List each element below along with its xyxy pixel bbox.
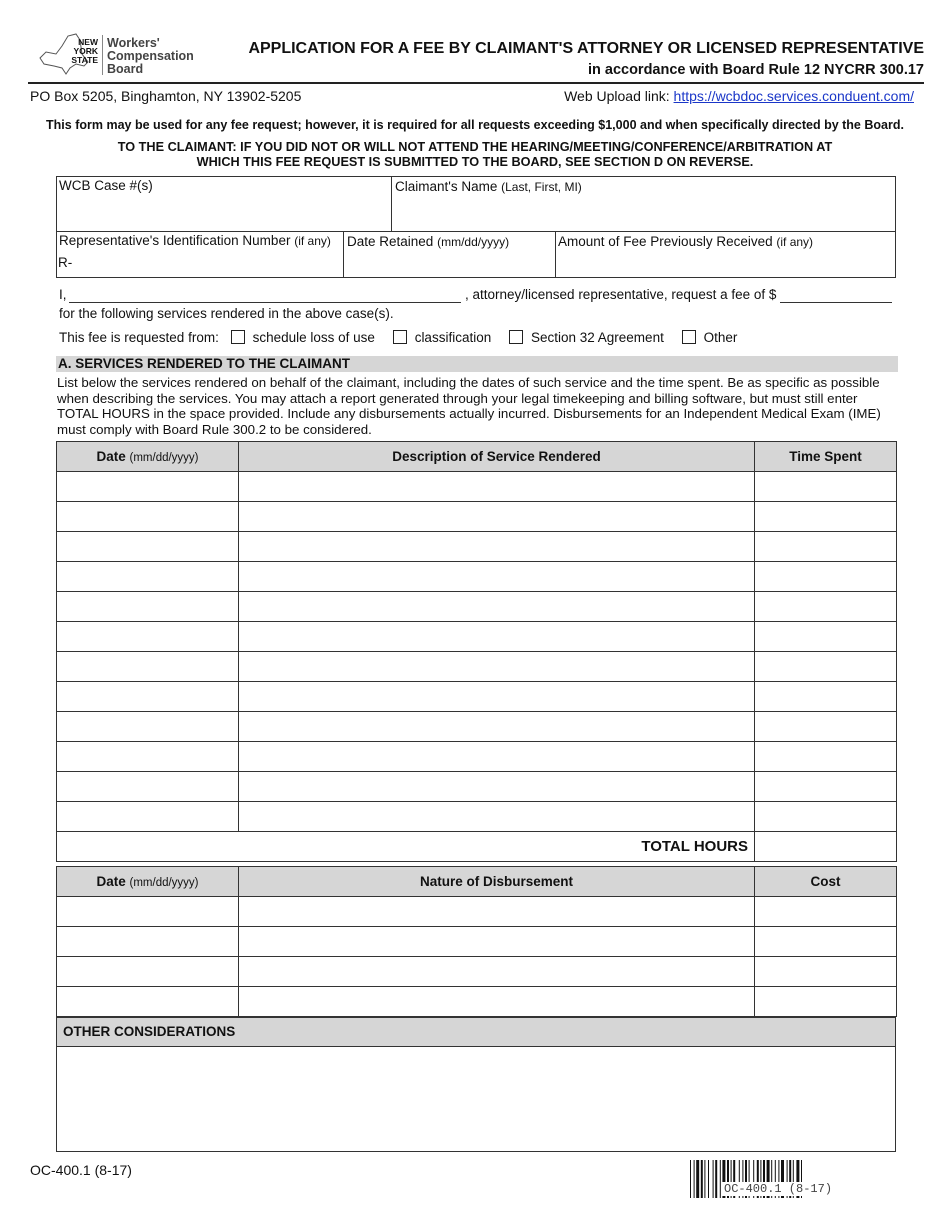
table-row — [57, 957, 897, 987]
form-subtitle: in accordance with Board Rule 12 NYCRR 300.17 — [587, 62, 924, 78]
notice-claimant: TO THE CLAIMANT: IF YOU DID NOT OR WILL NOT ATTEND THE HEARING/MEETING/CONFERENCE/ARBITRATION AT WHICH THIS FEE REQUEST IS SUBMITTED TO THE BOARD, SEE SECTION D ON REVERSE. — [117, 140, 833, 169]
table-row — [57, 502, 897, 532]
time-cell[interactable] — [755, 742, 897, 772]
barcode-bar — [715, 1160, 717, 1198]
time-cell[interactable] — [755, 622, 897, 652]
date-retained-field[interactable]: Date Retained (mm/dd/yyyy) — [347, 234, 510, 249]
table-row — [57, 682, 897, 712]
col-nature: Nature of Disbursement — [239, 867, 755, 897]
nature-cell[interactable] — [239, 927, 755, 957]
time-cell[interactable] — [755, 802, 897, 832]
barcode-bar — [696, 1160, 699, 1198]
description-cell[interactable] — [239, 622, 755, 652]
cost-cell[interactable] — [755, 957, 897, 987]
col-disb-date: Date (mm/dd/yyyy) — [57, 867, 239, 897]
table-row — [57, 772, 897, 802]
time-cell[interactable] — [755, 712, 897, 742]
description-cell[interactable] — [239, 802, 755, 832]
date-cell[interactable] — [57, 987, 239, 1017]
nature-cell[interactable] — [239, 957, 755, 987]
nature-cell[interactable] — [239, 987, 755, 1017]
table-row — [57, 472, 897, 502]
date-cell[interactable] — [57, 682, 239, 712]
upload-link[interactable]: https://wcbdoc.services.conduent.com/ — [673, 88, 914, 104]
date-cell[interactable] — [57, 772, 239, 802]
table-row — [57, 592, 897, 622]
date-cell[interactable] — [57, 712, 239, 742]
other-considerations-heading: OTHER CONSIDERATIONS — [56, 1017, 896, 1047]
description-cell[interactable] — [239, 772, 755, 802]
checkbox-schedule-loss[interactable] — [231, 330, 245, 344]
table-row — [57, 802, 897, 832]
other-considerations-input[interactable] — [56, 1045, 896, 1152]
time-cell[interactable] — [755, 472, 897, 502]
time-cell[interactable] — [755, 682, 897, 712]
total-hours-input[interactable] — [755, 832, 897, 862]
time-cell[interactable] — [755, 532, 897, 562]
rep-id-prefix: R- — [58, 255, 73, 270]
section-a-instructions: List below the services rendered on behalf of the claimant, including the dates of such service and the time spent. Be as specific as possible when describing the services. You may attach a report generated through your legal timekeeping and billing software, but must still enter TOTAL HOURS in the space provided. Include any disbursements actually incurred. Disbursements for an Independent Medical Exam (IME) must comply with Board Rule 300.2 to be considered. — [57, 375, 881, 437]
total-hours-row — [57, 832, 897, 862]
barcode-bar — [720, 1160, 721, 1198]
time-cell[interactable] — [755, 502, 897, 532]
date-cell[interactable] — [57, 652, 239, 682]
nature-cell[interactable] — [239, 897, 755, 927]
fee-amount-input[interactable] — [780, 302, 892, 303]
form-id: OC-400.1 (8-17) — [30, 1162, 132, 1178]
col-cost: Cost — [755, 867, 897, 897]
table-row — [57, 652, 897, 682]
form-title: APPLICATION FOR A FEE BY CLAIMANT'S ATTORNEY OR LICENSED REPRESENTATIVE — [248, 40, 924, 57]
date-cell[interactable] — [57, 802, 239, 832]
fee-source-label: This fee is requested from: — [59, 330, 219, 345]
barcode-bar — [708, 1160, 709, 1198]
upload-label: Web Upload link: — [564, 88, 670, 104]
checkbox-section-32[interactable] — [509, 330, 523, 344]
barcode-bar — [713, 1160, 714, 1198]
mailing-address: PO Box 5205, Binghamton, NY 13902-5205 — [30, 88, 302, 104]
time-cell[interactable] — [755, 562, 897, 592]
claimant-name-field[interactable]: Claimant's Name (Last, First, MI) — [395, 179, 582, 194]
fee-previously-received-field[interactable]: Amount of Fee Previously Received (if any) — [558, 234, 814, 249]
table-row — [57, 562, 897, 592]
rep-id-field[interactable]: Representative's Identification Number (if any) — [59, 233, 331, 248]
barcode-bar — [694, 1160, 695, 1198]
table-row — [57, 927, 897, 957]
attorney-name-input[interactable] — [69, 302, 461, 303]
date-cell[interactable] — [57, 622, 239, 652]
description-cell[interactable] — [239, 652, 755, 682]
date-cell[interactable] — [57, 592, 239, 622]
date-cell[interactable] — [57, 562, 239, 592]
barcode-text: OC-400.1 (8-17) — [724, 1182, 833, 1196]
col-time-spent: Time Spent — [755, 442, 897, 472]
upload-link-row — [564, 88, 914, 104]
date-cell[interactable] — [57, 502, 239, 532]
table-row — [57, 712, 897, 742]
date-cell[interactable] — [57, 742, 239, 772]
description-cell[interactable] — [239, 712, 755, 742]
total-hours-label: TOTAL HOURS — [57, 832, 755, 862]
description-cell[interactable] — [239, 472, 755, 502]
table-row — [57, 622, 897, 652]
cost-cell[interactable] — [755, 897, 897, 927]
date-cell[interactable] — [57, 957, 239, 987]
time-cell[interactable] — [755, 652, 897, 682]
description-cell[interactable] — [239, 682, 755, 712]
col-date: Date (mm/dd/yyyy) — [57, 442, 239, 472]
description-cell[interactable] — [239, 532, 755, 562]
description-cell[interactable] — [239, 502, 755, 532]
time-cell[interactable] — [755, 772, 897, 802]
checkbox-classification[interactable] — [393, 330, 407, 344]
table-row — [57, 532, 897, 562]
services-table — [56, 441, 897, 862]
description-cell[interactable] — [239, 742, 755, 772]
checkbox-other[interactable] — [682, 330, 696, 344]
description-cell[interactable] — [239, 562, 755, 592]
logo-state-text: NEW YORK STATE — [71, 37, 98, 65]
services-text: for the following services rendered in the above case(s). — [59, 306, 394, 321]
date-cell[interactable] — [57, 532, 239, 562]
notice-fee-request: This form may be used for any fee request; however, it is required for all requests exceeding $1,000 and when specifically directed by the Board. — [46, 118, 904, 132]
wcb-case-field[interactable]: WCB Case #(s) — [59, 178, 153, 193]
section-a-heading: A. SERVICES RENDERED TO THE CLAIMANT — [56, 356, 898, 372]
date-cell[interactable] — [57, 472, 239, 502]
disbursements-table — [56, 866, 897, 1017]
table-row — [57, 897, 897, 927]
barcode-bar — [704, 1160, 705, 1198]
col-description: Description of Service Rendered — [239, 442, 755, 472]
date-cell[interactable] — [57, 897, 239, 927]
time-cell[interactable] — [755, 592, 897, 622]
fee-request-text: , attorney/licensed representative, request a fee of $ — [465, 287, 777, 302]
table-row — [57, 987, 897, 1017]
barcode-bar — [690, 1160, 691, 1198]
logo-org-text: Workers' Compensation Board — [107, 36, 194, 76]
fee-source-options: This fee is requested from: schedule loss of use classification Section 32 Agreement Other — [59, 330, 738, 345]
table-row — [57, 742, 897, 772]
date-cell[interactable] — [57, 927, 239, 957]
cost-cell[interactable] — [755, 987, 897, 1017]
barcode-bar — [701, 1160, 703, 1198]
header-rule — [28, 82, 924, 84]
cost-cell[interactable] — [755, 927, 897, 957]
description-cell[interactable] — [239, 592, 755, 622]
i-label: I, — [59, 287, 67, 302]
logo-divider — [102, 35, 103, 75]
